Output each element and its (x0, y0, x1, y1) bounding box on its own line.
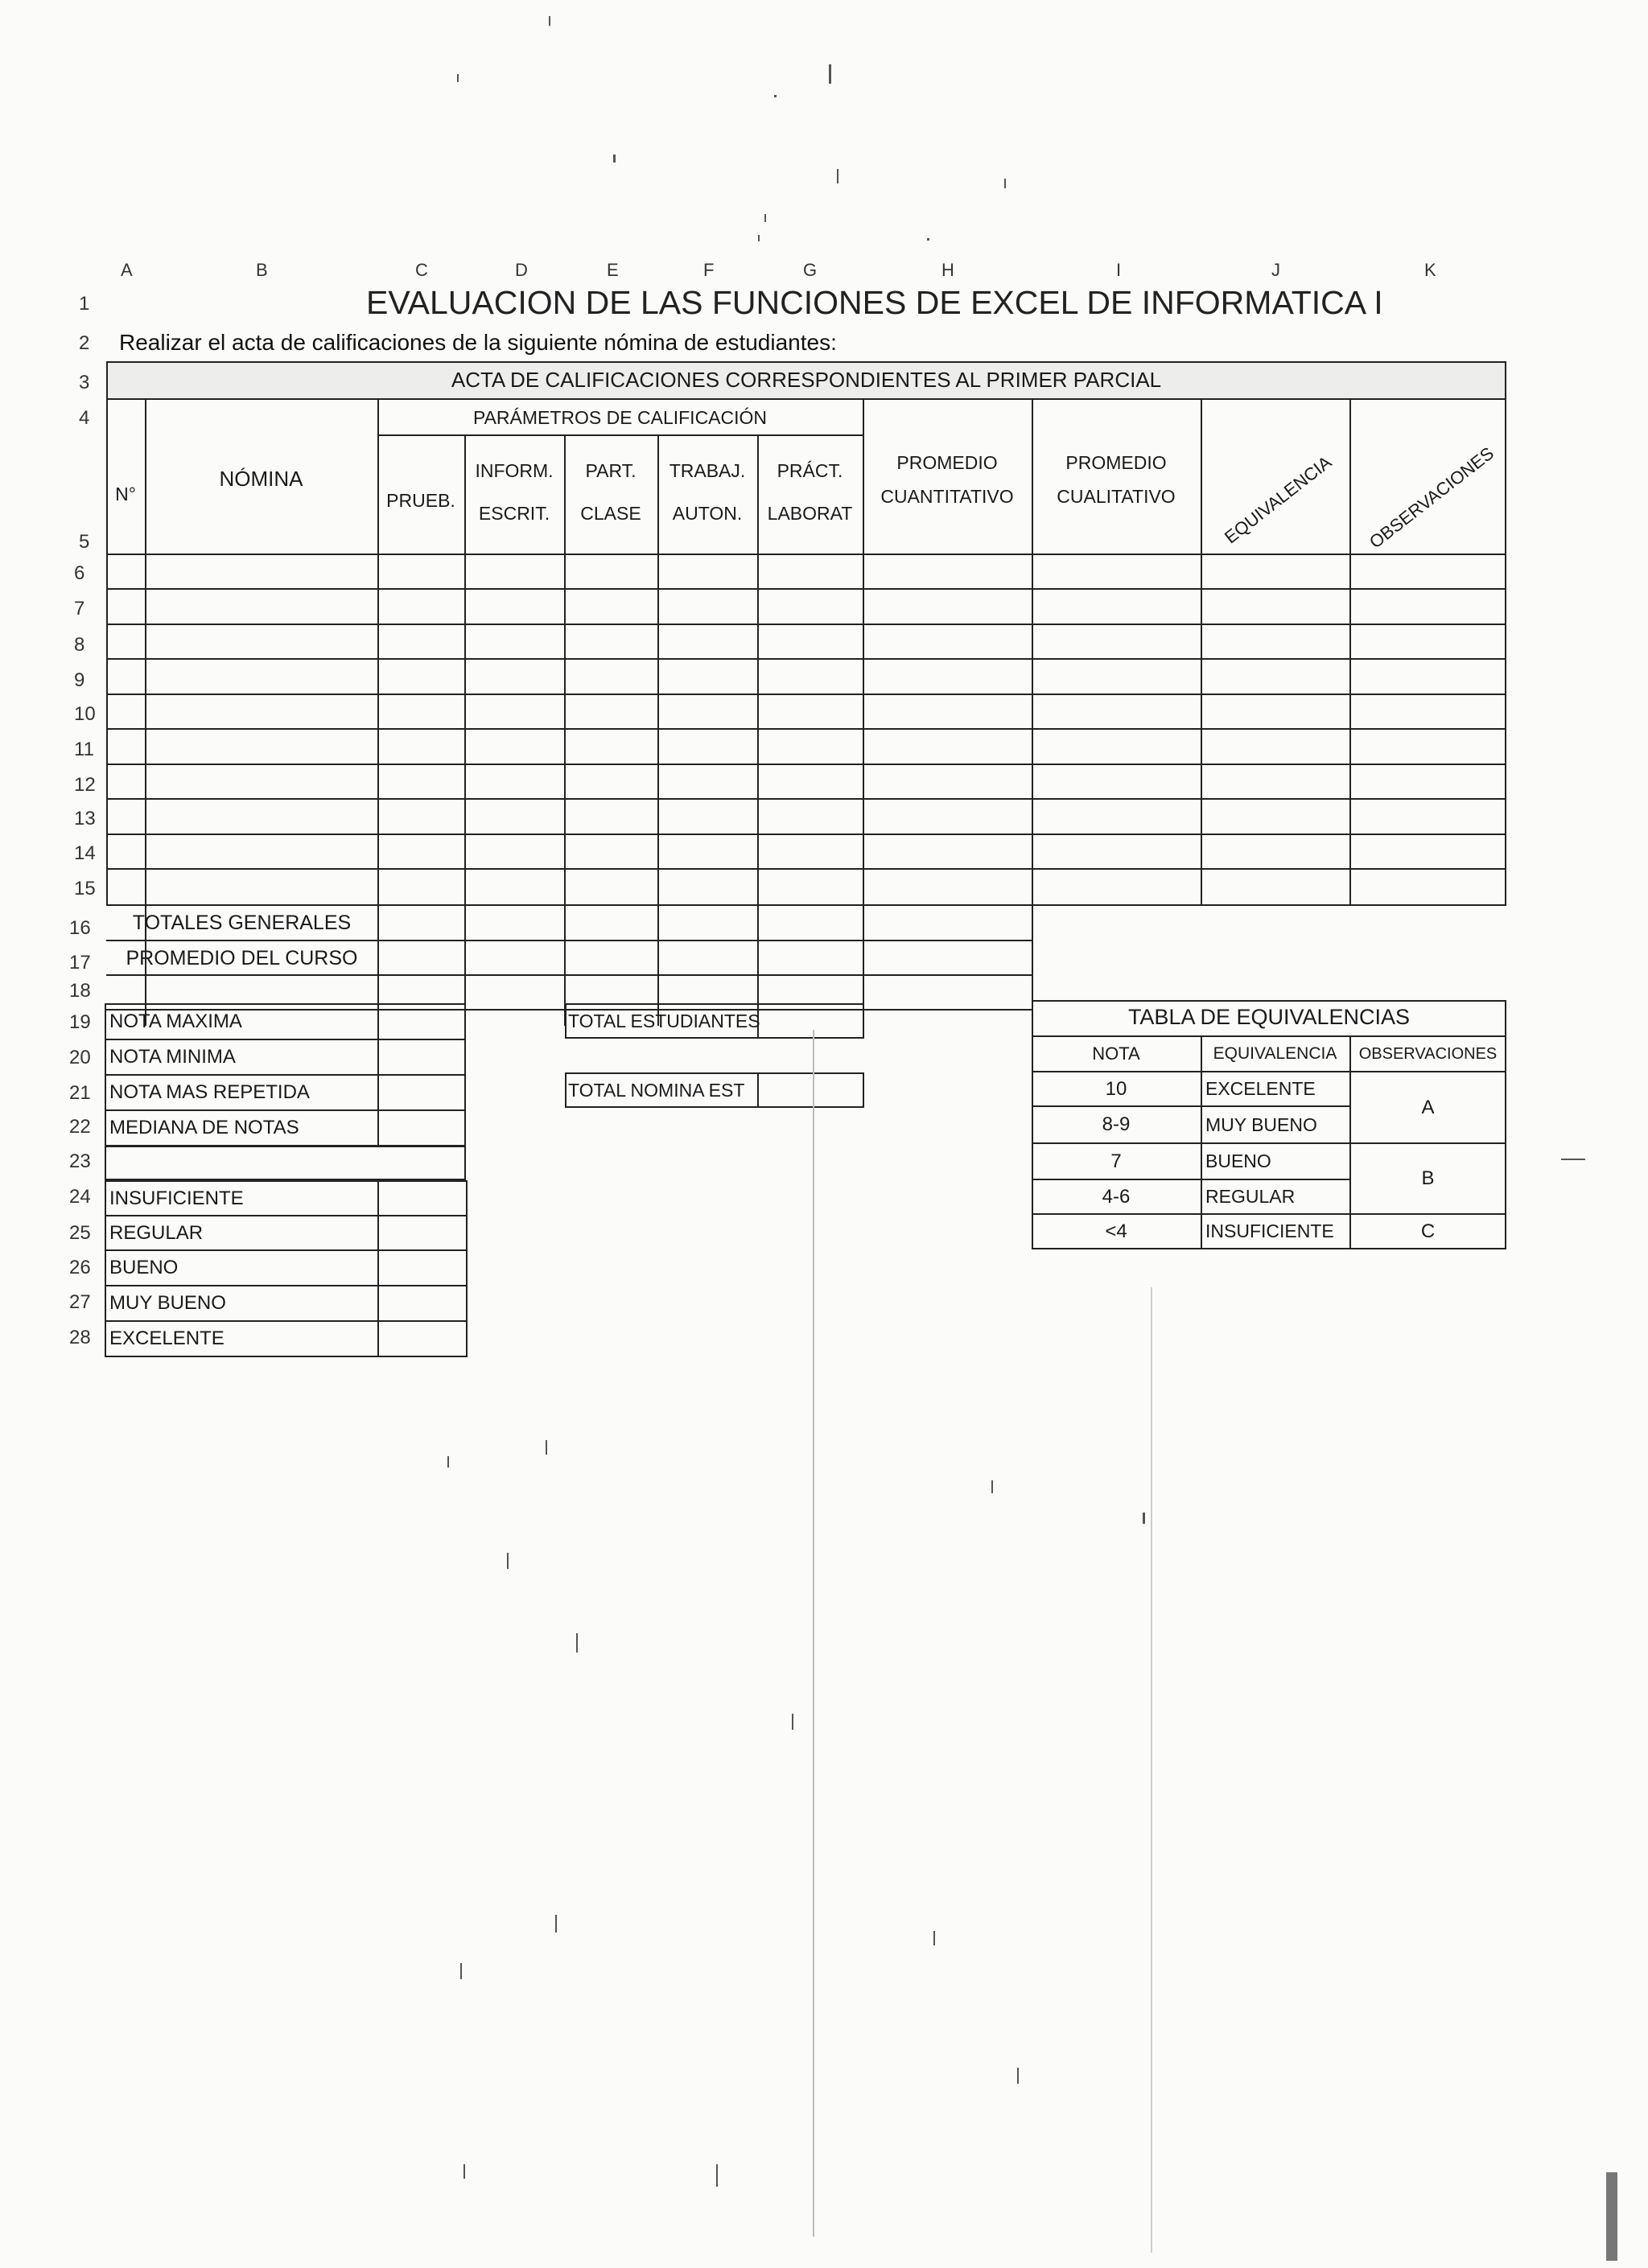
equivalencia-label: EXCELENTE (1205, 1078, 1316, 1099)
equivalencia-nota: 7 (1110, 1150, 1122, 1172)
equivalencia-label: BUENO (1205, 1150, 1271, 1171)
row-number: 2 (79, 332, 90, 354)
row-number: 13 (74, 808, 96, 829)
column-letter-g: G (803, 260, 818, 280)
grade-level-label: EXCELENTE (109, 1327, 225, 1349)
row-number: 22 (69, 1116, 91, 1138)
header-nomina: NÓMINA (219, 467, 303, 492)
row-number: 1 (79, 293, 90, 315)
column-letter-e: E (607, 260, 619, 280)
header-laborat: LABORAT (767, 502, 853, 524)
row-number: 3 (79, 372, 90, 393)
observacion-grade: B (1421, 1167, 1435, 1190)
instruction-text: Realizar el acta de calificaciones de la siguiente nómina de estudiantes: (119, 330, 837, 355)
equivalencia-nota: 10 (1105, 1077, 1127, 1100)
acta-title: ACTA DE CALIFICACIONES CORRESPONDIENTES AL PRIMER PARCIAL (451, 368, 1162, 393)
observacion-grade: A (1421, 1096, 1435, 1118)
header-promedio-cuantitativo-2: CUANTITATIVO (880, 485, 1014, 507)
row-line (106, 588, 1506, 590)
header-observaciones: OBSERVACIONES (1365, 442, 1498, 553)
total-estudiantes-label: TOTAL ESTUDIANTES (568, 1010, 760, 1031)
row-number: 12 (74, 774, 96, 796)
row-number: 4 (79, 407, 90, 429)
row-number: 18 (69, 980, 91, 1002)
row-number: 10 (74, 703, 96, 725)
equivalencias-header-equivalencia: EQUIVALENCIA (1213, 1043, 1337, 1063)
row-line (106, 728, 1506, 730)
row-line (106, 764, 1506, 765)
equivalencia-nota: 4-6 (1102, 1185, 1131, 1208)
grade-level-label: INSUFICIENTE (109, 1187, 244, 1209)
empty-cell-row-23 (105, 1145, 466, 1180)
row-number: 24 (69, 1186, 91, 1208)
header-bottom-line (106, 554, 1506, 555)
header-clase: CLASE (580, 502, 641, 524)
column-letter-b: B (256, 260, 268, 280)
column-letter-i: I (1116, 260, 1122, 280)
stat-label: NOTA MINIMA (109, 1046, 236, 1068)
equivalencia-label: INSUFICIENTE (1205, 1220, 1334, 1241)
equivalencias-title: TABLA DE EQUIVALENCIAS (1127, 1005, 1411, 1030)
equivalencia-label: REGULAR (1205, 1186, 1296, 1207)
row-line (106, 798, 1506, 800)
parametros-divider (377, 434, 863, 436)
page-title: EVALUACION DE LAS FUNCIONES DE EXCEL DE INFORMATICA I (366, 284, 1383, 321)
row-line (106, 624, 1506, 625)
observacion-grade: C (1420, 1220, 1436, 1242)
equivalencia-nota: 8-9 (1102, 1113, 1131, 1136)
header-part: PART. (585, 459, 637, 481)
row-number: 25 (69, 1222, 91, 1244)
totales-generales-label: TOTALES GENERALES (132, 911, 352, 934)
promedio-curso-label: PROMEDIO DEL CURSO (126, 946, 358, 969)
header-equivalencia: EQUIVALENCIA (1220, 451, 1336, 548)
row-number: 26 (69, 1257, 91, 1278)
header-pract: PRÁCT. (777, 459, 843, 481)
column-divider (1349, 400, 1351, 906)
column-letter-a: A (121, 260, 133, 280)
row-number: 11 (74, 739, 94, 760)
stat-label: NOTA MAXIMA (109, 1011, 242, 1032)
row-line (106, 834, 1506, 835)
header-parametros: PARÁMETROS DE CALIFICACIÓN (472, 406, 768, 428)
column-letter-f: F (703, 260, 715, 280)
column-divider (377, 1182, 379, 1356)
row-number: 27 (69, 1291, 91, 1313)
row-number: 20 (69, 1047, 91, 1068)
row-number: 28 (69, 1327, 91, 1348)
row-number: 6 (74, 562, 85, 584)
header-promedio-cualitativo-2: CUALITATIVO (1057, 485, 1176, 507)
equivalencias-header-observaciones: OBSERVACIONES (1358, 1044, 1498, 1063)
equivalencia-nota: <4 (1105, 1220, 1127, 1242)
equivalencias-header-nota: NOTA (1092, 1043, 1140, 1064)
column-letter-d: D (515, 260, 528, 280)
row-number: 17 (69, 952, 91, 973)
row-number: 19 (69, 1011, 91, 1033)
row-number: 21 (69, 1082, 91, 1104)
column-letter-c: C (415, 260, 428, 280)
stat-label: NOTA MAS REPETIDA (109, 1081, 310, 1103)
row-number: 9 (74, 669, 85, 691)
header-inform: INFORM. (475, 459, 554, 481)
grade-level-label: BUENO (109, 1256, 179, 1278)
header-auton: AUTON. (672, 502, 743, 524)
row-number: 16 (69, 917, 91, 939)
row-number: 7 (74, 598, 85, 619)
column-letter-k: K (1424, 260, 1436, 280)
grade-level-label: MUY BUENO (109, 1291, 226, 1314)
row-number: 15 (74, 878, 96, 899)
total-nomina-label: TOTAL NOMINA EST (568, 1079, 745, 1101)
header-trabaj: TRABAJ. (669, 459, 746, 481)
stat-label: MEDIANA DE NOTAS (109, 1117, 299, 1138)
header-number: N° (115, 483, 136, 504)
row-line (106, 694, 1506, 695)
row-number: 23 (69, 1150, 91, 1172)
header-promedio-cualitativo-1: PROMEDIO (1065, 451, 1167, 473)
column-divider (757, 1074, 759, 1106)
column-divider (1201, 400, 1202, 906)
column-letter-h: H (941, 260, 954, 280)
header-prueb: PRUEB. (386, 489, 455, 511)
column-letter-j: J (1271, 260, 1280, 280)
row-number: 14 (74, 842, 96, 864)
row-line (106, 658, 1506, 660)
row-number: 5 (79, 531, 90, 553)
header-escrit: ESCRIT. (478, 502, 550, 524)
grade-level-label: REGULAR (109, 1221, 204, 1244)
equivalencia-label: MUY BUENO (1205, 1113, 1317, 1135)
row-line (106, 868, 1506, 870)
row-number: 8 (74, 634, 85, 656)
header-promedio-cuantitativo-1: PROMEDIO (896, 451, 998, 473)
